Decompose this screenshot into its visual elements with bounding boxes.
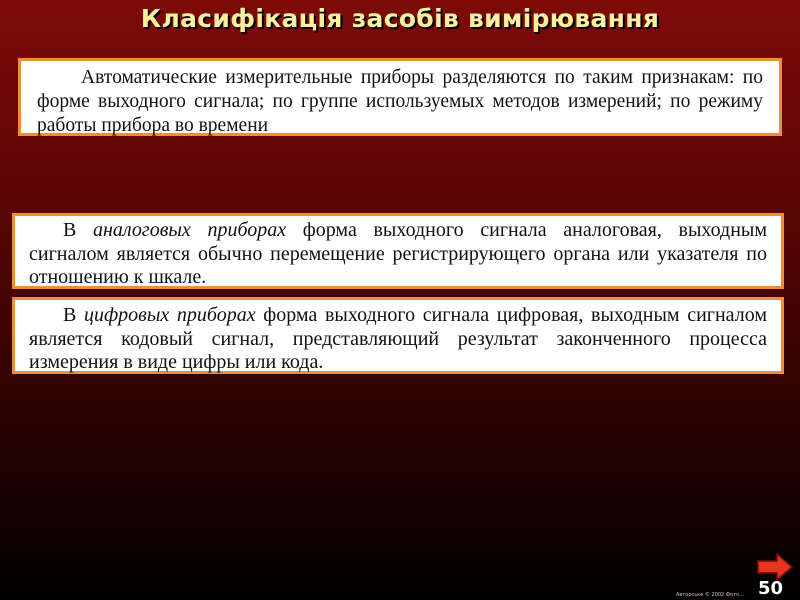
automatic-instruments-text: Автоматические измерительные приборы разделяются по таким признакам: по форме выходного сигнала; по группе используемых методов измерений; по режиму работы прибора во времени [37, 67, 763, 136]
arrow-right-icon [757, 553, 793, 581]
page-title: Класифікація засобів вимірювання [140, 4, 660, 33]
next-slide-button[interactable] [757, 553, 793, 581]
analog-instruments-paragraph [29, 219, 767, 290]
analog-emphasis: аналоговых приборах [93, 219, 287, 241]
text-box-digital-instruments [12, 297, 784, 374]
text-box-automatic-instruments [18, 58, 782, 136]
digital-lead: В [63, 304, 84, 326]
footer-copyright: Авторське © 2002 Фото... [676, 592, 744, 598]
analog-rest: форма выходного сигнала аналоговая, выходным сигналом является обычно перемещение регистрирующего органа или указателя по отношению к шкале. [29, 219, 768, 288]
text-box-analog-instruments [12, 213, 784, 289]
page-number: 50 [758, 578, 784, 599]
digital-emphasis: цифровых приборах [83, 304, 256, 326]
digital-rest: форма выходного сигнала цифровая, выходным сигналом является кодовый сигнал, представляющий результат законченного процесса измерения в виде цифры или кода. [29, 304, 767, 373]
digital-instruments-paragraph [29, 304, 767, 375]
analog-lead: В [63, 219, 93, 241]
